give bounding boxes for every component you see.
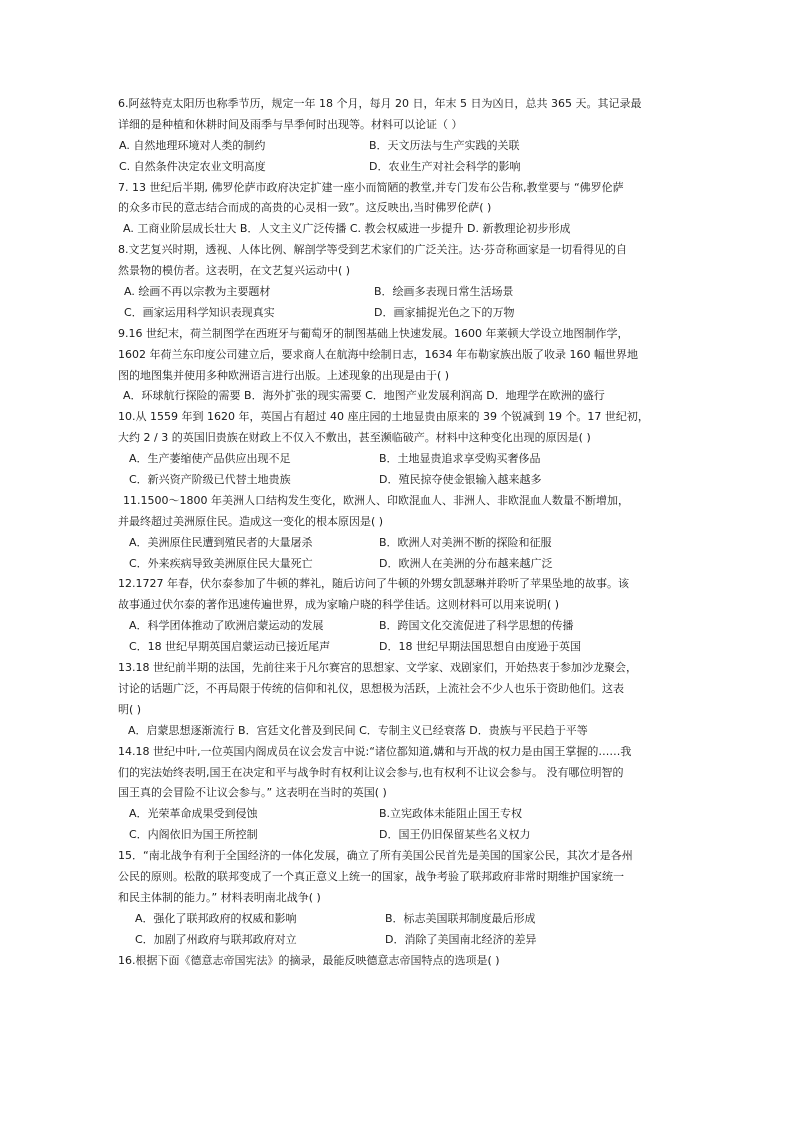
question-6-option-d: D．农业生产对社会科学的影响 — [369, 159, 521, 173]
question-13-stem-line-3: 明( ) — [118, 702, 142, 716]
question-10-stem-line-2: 大约 2 / 3 的英国旧贵族在财政上不仅入不敷出，甚至濒临破产。材料中这种变化出现的原因是( ) — [118, 431, 591, 445]
question-16-stem-line-1: 16.根据下面《德意志帝国宪法》的摘录，最能反映德意志帝国特点的选项是( ) — [118, 953, 500, 967]
question-9-stem-line-2: 1602 年荷兰东印度公司建立后，要求商人在航海中绘制日志，1634 年布勒家族出版了收录 160 幅世界地 — [118, 347, 638, 361]
question-6-stem-line-2: 详细的是种植和休耕时间及雨季与旱季何时出现等。材料可以论证（ ） — [118, 117, 463, 131]
question-11-options-row-2 — [118, 554, 688, 575]
question-15-options-row-1 — [118, 909, 688, 930]
question-6-option-b: B．天文历法与生产实践的关联 — [369, 138, 520, 152]
question-12-stem-line-2: 故事通过伏尔泰的著作迅速传遍世界，成为家喻户晓的科学佳话。这则材料可以用来说明( ) — [118, 598, 560, 612]
question-10-option-b: B．土地显贵追求享受购买奢侈品 — [379, 452, 541, 466]
question-15-stem-line-3: 和民主体制的能力。” 材料表明南北战争( ) — [118, 890, 321, 904]
question-10-option-a: A．生产萎缩使产品供应出现不足 — [129, 452, 291, 466]
question-8-option-a: A. 绘画不再以宗教为主要题材 — [124, 285, 271, 299]
question-8-options-row-2 — [118, 303, 688, 324]
question-10-stem-line-1: 10.从 1559 年到 1620 年，英国占有超过 40 座庄园的土地显贵由原来的 39 个锐减到 19 个。17 世纪初， — [118, 410, 649, 424]
question-6-option-a: A. 自然地理环境对人类的制约 — [119, 138, 266, 152]
question-11-option-c: C．外来疾病导致美洲原住民大量死亡 — [129, 556, 313, 570]
question-10-option-d: D．殖民掠夺使金银输入越来越多 — [379, 473, 542, 487]
question-15-stem-line-1: 15．“南北战争有利于全国经济的一体化发展，确立了所有美国公民首先是美国的国家公民，其次才是各州 — [118, 849, 633, 863]
question-13-stem-line-1: 13.18 世纪前半期的法国，先前往来于凡尔赛宫的思想家、文学家、戏剧家们，开始热衷于参加沙龙聚会， — [118, 661, 637, 675]
question-8-option-c: C．画家运用科学知识表现真实 — [124, 305, 275, 319]
question-14-stem-line-3: 国王真的会冒险不让议会参与。” 这表明在当时的英国( ) — [118, 786, 387, 800]
question-10-options-row-1 — [118, 449, 688, 470]
question-7-stem-line-1: 7. 13 世纪后半期, 佛罗伦萨市政府决定扩建一座小而简陋的教堂,并专门发布公告称,教堂要与 “佛罗伦萨 — [118, 180, 624, 194]
question-7-options: A. 工商业阶层成长壮大 B．人文主义广泛传播 C. 教会权威进一步提升 D. 新教理论初步形成 — [123, 222, 571, 236]
question-14-options-row-1 — [118, 804, 688, 825]
question-15-option-b: B．标志美国联邦制度最后形成 — [385, 911, 536, 925]
question-8-option-b: B．绘画多表现日常生活场景 — [374, 285, 514, 299]
question-11-options-row-1 — [118, 533, 688, 554]
question-14-stem-line-2: 们的宪法始终表明,国王在决定和平与战争时有权利让议会参与,也有权利不让议会参与。 没有哪位明智的 — [118, 765, 624, 779]
question-13-stem-line-2: 讨论的话题广泛，不再局限于传统的信仰和礼仪，思想极为活跃，上流社会不少人也乐于资助他们。这表 — [118, 681, 624, 695]
question-14-stem-line-1: 14.18 世纪中叶,一位英国内阁成员在议会发言中说:“诸位都知道,媾和与开战的权力是由国王掌握的……我 — [118, 744, 632, 758]
question-6-options-row-1 — [118, 136, 688, 157]
question-13-options: A．启蒙思想逐渐流行 B．宫廷文化普及到民间 C．专制主义已经衰落 D．贵族与平民趋于平等 — [128, 723, 588, 737]
question-14-option-b: B.立宪政体未能阻止国王专权 — [379, 807, 523, 821]
question-11-option-a: A．美洲原住民遭到殖民者的大量屠杀 — [129, 535, 313, 549]
question-12-options-row-2 — [118, 637, 688, 658]
question-11-option-d: D．欧洲人在美洲的分布越来越广泛 — [379, 556, 553, 570]
question-9-stem-line-3: 图的地图集并使用多种欧洲语言进行出版。上述现象的出现是由于( ) — [118, 368, 450, 382]
question-14-option-c: C．内阁依旧为国王所控制 — [129, 828, 258, 842]
question-12-option-c: C．18 世纪早期英国启蒙运动已接近尾声 — [129, 640, 331, 654]
question-15-option-a: A．强化了联邦政府的权威和影响 — [135, 911, 297, 925]
question-12-option-b: B．跨国文化交流促进了科学思想的传播 — [379, 619, 574, 633]
question-8-options-row-1 — [118, 282, 688, 303]
question-14-option-a: A．光荣革命成果受到侵蚀 — [129, 807, 258, 821]
question-9-options: A．环球航行探险的需要 B．海外扩张的现实需要 C．地图产业发展利润高 D．地理学在欧洲的盛行 — [123, 389, 605, 403]
question-14-options-row-2 — [118, 825, 688, 846]
question-8-stem-line-2: 然景物的模仿者。这表明，在文艺复兴运动中( ) — [118, 264, 351, 278]
question-15-stem-line-2: 公民的原则。松散的联邦变成了一个真正意义上统一的国家，战争考验了联邦政府非常时期维护国家统一 — [118, 869, 624, 883]
question-9-stem-line-1: 9.16 世纪末，荷兰制图学在西班牙与葡萄牙的制图基础上快速发展。1600 年莱顿大学设立地图制作学， — [118, 326, 629, 340]
question-10-option-c: C．新兴资产阶级已代替土地贵族 — [129, 473, 291, 487]
question-11-option-b: B．欧洲人对美洲不断的探险和征服 — [379, 535, 552, 549]
question-8-option-d: D．画家捕捉光色之下的万物 — [374, 305, 515, 319]
question-15-options-row-2 — [118, 930, 688, 951]
question-11-stem-line-1: 11.1500～1800 年美洲人口结构发生变化，欧洲人、印欧混血人、非洲人、非欧混血人数量不断增加， — [123, 493, 629, 507]
question-12-options-row-1 — [118, 616, 688, 637]
question-15-option-c: C．加剧了州政府与联邦政府对立 — [135, 932, 297, 946]
question-6-stem-line-1: 6.阿兹特克太阳历也称季节历，规定一年 18 个月，每月 20 日，年末 5 日为凶日，总共 365 天。其记录最 — [118, 97, 642, 110]
question-6-options-row-2 — [118, 157, 688, 178]
question-10-options-row-2 — [118, 470, 688, 491]
question-6-option-c: C. 自然条件决定农业文明高度 — [119, 159, 266, 173]
question-12-stem-line-1: 12.1727 年春，伏尔泰参加了牛顿的葬礼，随后访问了牛顿的外甥女凯瑟琳并聆听了苹果坠地的故事。该 — [118, 577, 629, 591]
exam-page — [118, 94, 688, 971]
question-11-stem-line-2: 并最终超过美洲原住民。造成这一变化的根本原因是( ) — [118, 514, 384, 528]
question-12-option-a: A．科学团体推动了欧洲启蒙运动的发展 — [129, 619, 324, 633]
question-12-option-d: D．18 世纪早期法国思想自由度逊于英国 — [379, 640, 581, 654]
question-15-option-d: D．消除了美国南北经济的差异 — [385, 932, 537, 946]
question-7-stem-line-2: 的众多市民的意志结合而成的高贵的心灵相一致”。这反映出,当时佛罗伦萨( ) — [118, 201, 492, 215]
question-14-option-d: D．国王仍旧保留某些名义权力 — [379, 828, 531, 842]
question-8-stem-line-1: 8.文艺复兴时期，透视、人体比例、解剖学等受到艺术家们的广泛关注。达·芬奇称画家是一切看得见的自 — [118, 243, 627, 257]
